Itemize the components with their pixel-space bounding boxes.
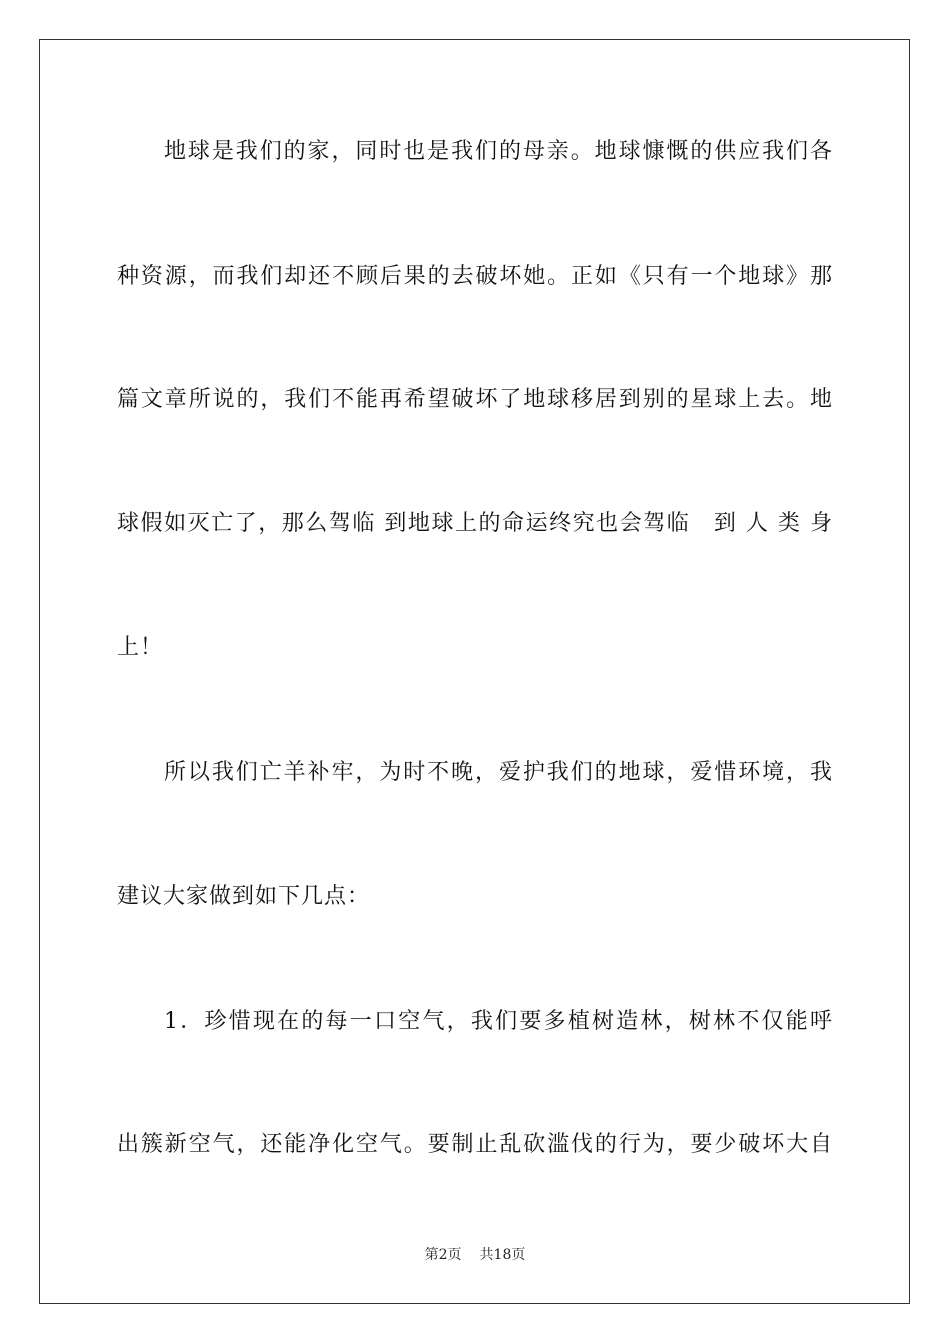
paragraph-line: 篇文章所说的，我们不能再希望破坏了地球移居到别的星球上去。地 bbox=[117, 387, 833, 412]
paragraph-line: 建议大家做到如下几点： bbox=[117, 884, 371, 909]
paragraph-line: 球假如灭亡了，那么驾临 到地球上的命运终究也会驾临 到 人 类 身 bbox=[117, 511, 833, 536]
page-border bbox=[39, 39, 910, 1304]
paragraph-line: 地球是我们的家，同时也是我们的母亲。地球慷慨的供应我们各 bbox=[164, 139, 833, 164]
paragraph-line: 1．珍惜现在的每一口空气，我们要多植树造林，树林不仅能呼 bbox=[164, 1009, 833, 1034]
page-footer bbox=[0, 1246, 950, 1264]
paragraph-line: 所以我们亡羊补牢，为时不晚，爱护我们的地球，爱惜环境，我 bbox=[164, 760, 833, 785]
paragraph-line: 出簇新空气，还能净化空气。要制止乱砍滥伐的行为，要少破坏大自 bbox=[117, 1132, 833, 1157]
paragraph-line: 上！ bbox=[117, 635, 164, 660]
page-number: 第2页 bbox=[424, 1247, 462, 1263]
paragraph-line: 种资源，而我们却还不顾后果的去破坏她。正如《只有一个地球》那 bbox=[117, 264, 833, 289]
page-total: 共18页 bbox=[479, 1247, 526, 1263]
